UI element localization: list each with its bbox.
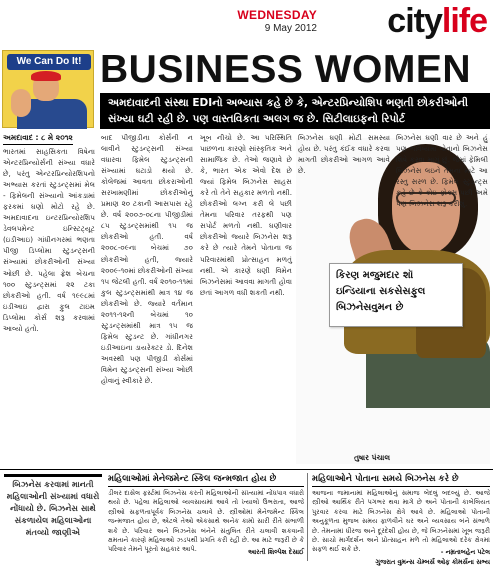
citylife-logo <box>387 2 487 40</box>
article-column-5: બિઝનેસ ઘણી વાર છે અને હું પણ ભવિષ્યમાં પોતાનો બિઝનેસ શિષે કરવા માગું છું. જેમાં ફેમિલી બિઝનેસ લઇને તેમના માટે આ રસ્તુ સરળ છે. ફિમેલ સ્ટુડન્ટ્સ કહે છે કે કોઇ ફોક્સ પછી અમે પણ બિઝનેસ શરૂ કરીશું. <box>396 133 488 209</box>
issue-date-block <box>237 8 317 34</box>
photo-caption: કિરણ મજુમદાર શૉ ઇન્ડિયાના સકસેસફુલ બિઝનેસવુમન છે <box>329 263 463 327</box>
logo-life: life <box>441 2 487 40</box>
masthead <box>0 0 493 46</box>
logo-city: city <box>387 2 442 40</box>
dateline: અમદાવાદ : ૮ મે ૨૦૧૨ <box>3 133 73 145</box>
box-separator <box>307 473 308 561</box>
opinion-box-2-heading: મહિલાઓને પોતાના સમયે બિઝનેસ કરે છે <box>312 473 490 487</box>
poster-speech-bubble: We Can Do It! <box>7 54 91 70</box>
issue-date: 9 May 2012 <box>264 23 317 34</box>
article-column-1: ભારતમાં સાહસિકતા વિષેના એન્ટરપ્રિન્યોર્સની સંખ્યા વધારે છે, પરંતુ એન્ટરપ્રિન્યોરશિપનો અભ્યાસ કરતાં સ્ટુડન્ટ્સમાં મેલ - ફિમેલની સંખ્યાનો આંકડામાં ફરકમાં ઘણો મોટો રહે છે. અમદાવાદના ઇન્ટરપ્રિન્યોરશિપ ડેવલપમેન્ટ ઇન્સ્ટિટ્યૂટ (ઇડીઆઇ) ગાંધીનગરમાં ભણતા પીજી ડિપ્લોમા સ્ટુડન્ટ્સની સંખ્યામાં છોકરીઓની સંખ્યા ઓછી છે. પહેલા ફ્રેશ બેચના ૧૦૦ સ્ટુડન્ટ્સમાં ૨૨ ટકા છોકરીઓ હતી. વર્ષ ૧૯૯૮માં ઇડીઆઇ દ્વારા ફુલ ટાઇમ ડિપ્લોમા કોર્સ શરૂ કરવામાં આવ્યો હતો. <box>3 147 95 333</box>
we-can-do-it-poster <box>2 50 94 128</box>
deck-strap: અમદાવાદની સંસ્થા EDIનો અભ્યાસ કહે છે કે, એન્ટરપ્રિન્યોશિપ ભણતી છોકરીઓની સંખ્યા ઘટી રહી છે. પણ વાસ્તવિકતા અલગ જ છે. સિટીલાઇફનો રિપોર્ટ <box>100 93 490 129</box>
opinion-box-1-heading: મહિલાઓમાં મેનેજમેન્ટ સ્કિલ જન્મજાત હોય છે <box>108 473 304 487</box>
opinion-box-2-body: આજના જમાનામાં મહિલાઓનું સમાજ બેદલું બદલ્યું છે. આજે સ્ત્રીઓ આર્થિક રીતે પગભર થવા માગે છે અને પોતાની કાબેલિયત પુરવાર કરવા માટે બિઝનેસ ક્ષેત્રે આવે છે. મહિલાઓ પોતાની અનુકૂળતા મુજબ સમય ફાળવીને ઘર અને વ્યવસાય બંને સંભાળે છે. તેમનામાં ધીરજ અને દૂરંદેશી હોય છે, જે બિઝનેસમાં ખૂબ જરૂરી છે. સાચો માર્ગદર્શન અને પ્રોત્સાહન મળે તો મહિલાઓ દરેક ક્ષેત્રમાં સફળ થઈ શકે છે. <box>312 489 490 554</box>
pull-quote: બિઝનેસ કરવામાં માનતી મહિલાઓની સંખ્યામાં વધારો નોંધાયો છે. બિઝનેસ સાથે સંકળાયેલ મહિલાઓના મંતવ્યો જાણીએ <box>6 479 100 537</box>
opinion-box-1-credit: આરતી શિલ્પેશ દેસાઈ <box>248 548 304 556</box>
byline: તુષાર પંચાલ <box>354 453 390 462</box>
opinion-box-1 <box>108 473 304 561</box>
issue-day: WEDNESDAY <box>237 8 317 22</box>
article-column-4: બિઝનેસ ઘણી મોટી સમસ્યા હોય છે. પરંતુ કંઈક વધારે કરવા માગતી છોકરીઓ આગળ આવે છે. <box>298 133 390 176</box>
opinion-box-2-credit: - નમ્રતાબહેન પટેલ <box>440 548 490 556</box>
pull-quote-rule <box>4 474 102 477</box>
poster-bandana <box>31 71 61 81</box>
headline: BUSINESS WOMEN <box>100 48 472 91</box>
opinion-box-2 <box>312 473 490 566</box>
opinion-box-1-body: ડીલર દાસેલ ફર્સ્ટમાં બિઝનેસ કરતી મહિલાઓની સંખ્યામાં નોંધપાત્ર વધારો થયો છે. પહેલા મહિલાઓ વ્યવસાયમાં આવે તો ખ્યાલો ઉભરાતા, આજે સ્ત્રીઓ સફળતાપૂર્વક બિઝનેસ ચલાવે છે. સ્ત્રીઓમાં મેનેજમેન્ટ સ્કિલ જન્મજાત હોય છે, એટલે તેઓ એકસાથે અનેક કામો સારી રીતે સંભાળી શકે છે. પરિવાર અને બિઝનેસ બંનેને સંતુલિત રીતે ચલાવી શકવાની ક્ષમતાને કારણે મહિલાઓ ઝડપથી પ્રગતિ કરી રહી છે. આ માટે જરૂરી છે કે પરિવાર તેમને પૂરતો સહકાર આપે. <box>108 489 304 554</box>
section-divider <box>0 469 493 470</box>
article-column-3: ખૂબ નીચો છે. આ પરિસ્થિતિ પાછળના કારણો સાંસ્કૃતિક અને સામાજિક છે. તેઓ જણાવે છે કે, ભારત એક એવો દેશ છે જ્યાં ફિમેલ બિઝનેસ સાહસ કરે તો તેને સહકાર મળતો નથી. છોકરીઓ લગ્ન કરી લે પછી તેમના પરિવાર તરફથી પણ સપોર્ટ મળતો નથી. ઘણીવાર છોકરીઓ જ્યારે બિઝનેસ શરૂ કરે છે ત્યારે તેમને પોતાના જ પરિવારમાંથી પ્રોત્સાહન મળતું નથી. એ કારણે ઘણી વિમેન બિઝનેસમાં આવવા માગતી હોવા છતાં આગળ વધી શકતી નથી. <box>200 133 292 297</box>
poster-arm <box>11 89 31 117</box>
article-column-2: બાદ પીજીડીના કોર્સની ન લાવીને સ્ટુડન્ટ્સની સંખ્યા વધારવા ફિમેલ સ્ટુડન્ટ્સની સંખ્યામાં ઘટાડો થયો છે. કોલેજમાં આવતા છોકરાઓની સરખામણીમાં છોકરીઓનું પ્રમાણ ૨૦ ટકાની આસપાસ રહે છે. વર્ષ ૨૦૦૭-૦૮ના પીજીડીમાં ૮૫ સ્ટુડન્ટ્સમાંથી ૧૫ જ છોકરીઓ હતી. વર્ષ ૨૦૦૮-૦૯ના બેચમાં ૭૦ છોકરીઓ હતી, જ્યારે ૨૦૦૯-૧૦માં છોકરીઓની સંખ્યા ૧૫ જેટલી હતી. વર્ષ ૨૦૧૦-૧૧માં કુલ સ્ટુડન્ટ્સમાંથી માત્ર ૧૪ જ છોકરીઓ છે. જ્યારે વર્તમાન ૨૦૧૧-૧૨ની બેચમાં ૧૦ સ્ટુડન્ટ્સમાંથી માત્ર ૧૫ જ ફિમેલ સ્ટુડન્ટ છે. ગાંધીનગર ઇડીઆઇના ડાયરેક્ટર ડો. દિનેશ અવસ્થી પણ પીજીડી કોર્સમાં વિમેન સ્ટુડન્ટ્સની સંખ્યા ઓછી હોવાનું સ્વીકારે છે. <box>101 133 193 386</box>
opinion-box-2-credit-role: ગુજરાત વુમન્સ ચેમ્બર્સ ઓફ કોમર્સના સભ્ય <box>375 558 490 566</box>
